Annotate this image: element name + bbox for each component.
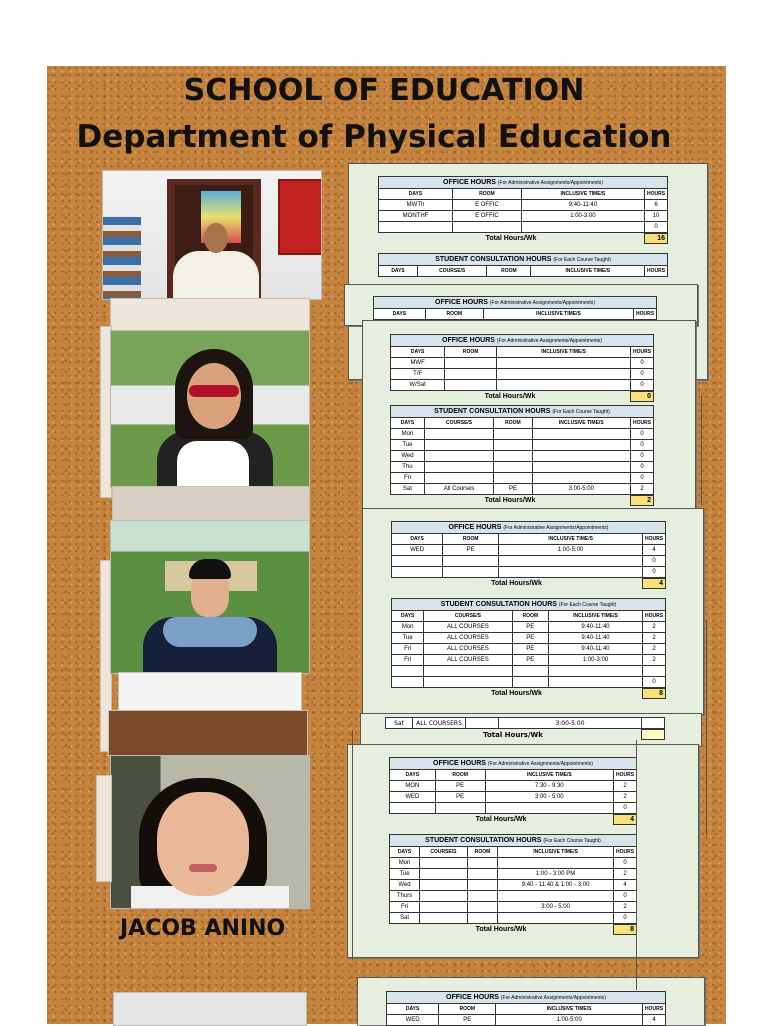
schedule-sheet: OFFICE HOURS (For Administrative Assignments/Appointments) DAYS ROOM INCLUSIVE TIME/S HOURS MON PE 7:30 - 9:30 2 WED PE 3:00 - 5:00 2 0 Total Hours/Wk 4 STUDENT CONSULTATION HOURS (For Each Course Taught) DAYS COURSE/S ROOM INCLUSIVE TIME/S HOURS Mon 0 Tue 1:00 - 3:00 PM 2 Wed 9:40 - 11:40 & 1:00 - 3:00 4 Thurs 0 Fri 3:00 - 5:00 2 Sat 0 Total Hours/Wk 8 — [347, 744, 699, 958]
schedule-sheet: OFFICE HOURS (For Administrative Assignments/Appointments) DAYS ROOM INCLUSIVE TIME/S HOURS — [344, 284, 698, 326]
photo-man-in-office — [102, 170, 322, 300]
page-title: SCHOOL OF EDUCATION — [183, 73, 585, 108]
photo-caption: JACOB ANINO — [120, 916, 286, 941]
sheet-edge — [701, 395, 702, 505]
schedule-sheet: OFFICE HOURS (For Administrative Assignments/Appointments) DAYS ROOM INCLUSIVE TIME/S HOURS WED PE 1:00-5:00 4 0 0 Total Hours/Wk 4 STUDENT CONSULTATION HOURS (For Each Course Taught) DAYS COURSE/S ROOM INCLUSIVE TIME/S HOURS Mon ALL COURSES PE 9:40-11:40 2 Tue ALL COURSES PE 9:40-11:40 2 Fri ALL COURSES PE 9:40-11:40 2 Fri ALL COURSES PE 1:00-3:00 2 0 Total Hours/Wk 8 — [362, 508, 704, 715]
photo-woman-sunglasses — [110, 330, 310, 488]
photo-strip — [108, 710, 308, 756]
photo-bottom — [113, 992, 307, 1026]
photo-edge — [96, 775, 112, 882]
office-hours-table: DAYS ROOM INCLUSIVE TIME/S HOURS MWTh E OFFIC 9:40-11:40 6 MONTHF E OFFIC 1:00-3:00 10 0 — [378, 188, 668, 233]
sheet-edge — [352, 730, 353, 960]
photo-young-woman — [110, 755, 310, 909]
photo-strip — [118, 672, 302, 712]
office-hours-title: OFFICE HOURS (For Administrative Assignments/Appointments) — [378, 176, 668, 188]
page-subtitle: Department of Physical Education — [76, 119, 672, 155]
photo-strip — [112, 486, 310, 522]
schedule-sheet: OFFICE HOURS (For Administrative Assignments/Appointments) DAYS ROOM INCLUSIVE TIME/S HOURS MWTh E OFFIC 9:40-11:40 6 MONTHF E OFFIC 1:00-3:00 10 0 Total Hours/Wk 16 STUDENT CONSULTATION HOURS (For Each Course Taught) DAYS COURSE/S ROOM INCLUSIVE TIME/S HOURS — [348, 163, 708, 380]
schedule-fragment: Sat ALL COURSERS 3:00-5:00 Total Hours/Wk — [360, 713, 702, 747]
photo-graduate — [110, 520, 310, 674]
schedule-sheet: OFFICE HOURS (For Administrative Assignments/Appointments) DAYS ROOM INCLUSIVE TIME/S HOURS WED PE 1:00-5:00 4 — [357, 977, 705, 1025]
sheet-edge — [636, 740, 637, 990]
sheet-edge — [706, 620, 707, 835]
consultation-title: STUDENT CONSULTATION HOURS (For Each Course Taught) — [378, 253, 668, 265]
photo-strip — [110, 298, 310, 332]
schedule-sheet: OFFICE HOURS (For Administrative Assignments/Appointments) DAYS ROOM INCLUSIVE TIME/S HOURS MWF 0 T/F 0 W/Sat 0 Total Hours/Wk 0 STUDENT CONSULTATION HOURS (For Each Course Taught) DAYS COURSE/S ROOM INCLUSIVE TIME/S HOURS Mon 0 Tue 0 Wed 0 Thu 0 Fri 0 Sat All Courses PE 3:00-5:00 2 Total Hours/Wk 2 — [362, 320, 696, 522]
consultation-table: DAYS COURSE/S ROOM INCLUSIVE TIME/S HOURS — [378, 265, 668, 277]
